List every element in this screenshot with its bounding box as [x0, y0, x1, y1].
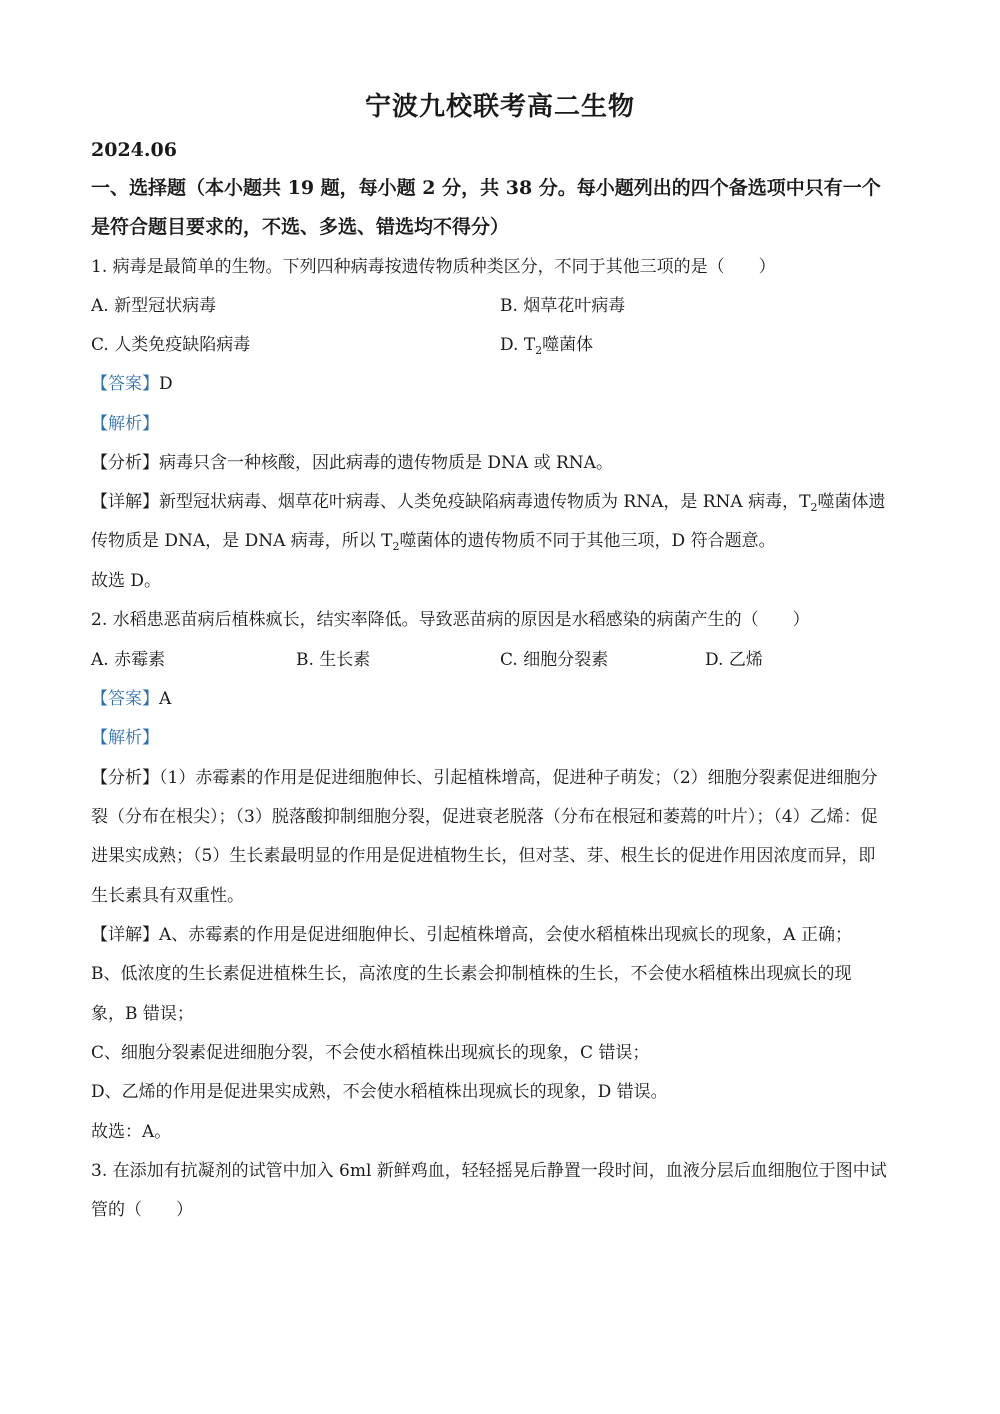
q1-explain: [91, 412, 159, 436]
q2-explain: [91, 726, 159, 750]
q1-detail-l1-post: 噬菌体遗: [817, 492, 886, 512]
q2-analysis-line4: 生长素具有双重性。: [91, 886, 244, 906]
page-title: 宁波九校联考高二生物: [364, 92, 635, 122]
q2-option-c: C. 细胞分裂素: [500, 650, 609, 670]
q1-option-c: C. 人类免疫缺陷病毒: [91, 335, 251, 355]
q1-option-b: B. 烟草花叶病毒: [500, 296, 626, 316]
q1-option-d-sub: 2: [535, 344, 543, 357]
section-heading-line2: 是符合题目要求的，不选、多选、错选均不得分）: [91, 216, 510, 238]
q1-detail-l2-pre: 传物质是 DNA，是 DNA 病毒，所以 T: [91, 531, 393, 551]
q1-answer-value: D: [159, 374, 173, 394]
q2-option-b: B. 生长素: [296, 650, 371, 670]
analysis-tag: 【分析】: [91, 453, 159, 473]
q1-detail-l1-pre: 新型冠状病毒、烟草花叶病毒、人类免疫缺陷病毒遗传物质为 RNA，是 RNA 病毒，T: [159, 492, 811, 512]
q2-analysis-line3: 进果实成熟；（5）生长素最明显的作用是促进植物生长，但对茎、芽、根生长的促进作用因浓度而异，即: [91, 846, 876, 866]
q1-choose: 故选 D。: [91, 571, 162, 591]
q2-answer: [91, 687, 171, 711]
q2-option-a: A. 赤霉素: [91, 650, 166, 670]
q2-option-d: D. 乙烯: [705, 650, 763, 670]
q2-stem: 2. 水稻患恶苗病后植株疯长，结实率降低。导致恶苗病的原因是水稻感染的病菌产生的（ ）: [91, 610, 810, 630]
q3-stem-line1: 3. 在添加有抗凝剂的试管中加入 6ml 新鲜鸡血，轻轻摇晃后静置一段时间，血液分层后血细胞位于图中试: [91, 1161, 887, 1181]
explain-tag: 【解析】: [91, 728, 159, 748]
q2-detail-line4: C、细胞分裂素促进细胞分裂，不会使水稻植株出现疯长的现象，C 错误；: [91, 1043, 650, 1063]
q2-detail-line1: [91, 923, 852, 947]
q1-option-d-pre: D. T: [500, 335, 536, 355]
exam-date: 2024.06: [91, 139, 177, 161]
answer-tag: 【答案】: [91, 689, 159, 709]
detail-tag: 【详解】: [91, 925, 159, 945]
explain-tag: 【解析】: [91, 414, 159, 434]
q2-analysis-line1: [91, 766, 878, 790]
q1-detail-l2-sub: 2: [392, 540, 400, 553]
detail-tag: 【详解】: [91, 492, 159, 512]
q1-analysis: [91, 451, 613, 475]
q2-choose: 故选：A。: [91, 1122, 172, 1142]
q1-detail-l2-post: 噬菌体的遗传物质不同于其他三项，D 符合题意。: [399, 531, 776, 551]
q1-option-a: A. 新型冠状病毒: [91, 296, 217, 316]
answer-tag: 【答案】: [91, 374, 159, 394]
q2-detail-line2: B、低浓度的生长素促进植株生长，高浓度的生长素会抑制植株的生长，不会使水稻植株出现疯长的现: [91, 964, 852, 984]
analysis-tag: 【分析】: [91, 768, 159, 788]
q2-detail-line3: 象，B 错误；: [91, 1004, 194, 1024]
q2-detail-line5: D、乙烯的作用是促进果实成熟，不会使水稻植株出现疯长的现象，D 错误。: [91, 1082, 668, 1102]
q1-option-d-post: 噬菌体: [542, 335, 594, 355]
q1-stem: 1. 病毒是最简单的生物。下列四种病毒按遗传物质种类区分，不同于其他三项的是（ ）: [91, 257, 776, 277]
q1-detail-line1: [91, 490, 885, 514]
q2-detail-l1-text: A、赤霉素的作用是促进细胞伸长、引起植株增高，会使水稻植株出现疯长的现象，A 正确；: [159, 925, 852, 945]
q2-answer-value: A: [159, 689, 172, 709]
q1-detail-l1-sub: 2: [810, 501, 818, 514]
q2-analysis-line2: 裂（分布在根尖）；（3）脱落酸抑制细胞分裂，促进衰老脱落（分布在根冠和萎蔫的叶片）；（4）乙烯：促: [91, 807, 878, 827]
q1-option-d: [500, 333, 593, 357]
q1-answer: [91, 372, 173, 396]
q1-detail-line2: [91, 529, 776, 553]
q3-stem-line2: 管的（ ）: [91, 1200, 193, 1220]
q2-analysis-l1-text: （1）赤霉素的作用是促进细胞伸长、引起植株增高，促进种子萌发；（2）细胞分裂素促进细胞分: [159, 768, 878, 788]
q1-analysis-text: 病毒只含一种核酸，因此病毒的遗传物质是 DNA 或 RNA。: [159, 453, 613, 473]
section-heading-line1: 一、选择题（本小题共 19 题，每小题 2 分，共 38 分。每小题列出的四个备选项中只有一个: [91, 177, 881, 199]
